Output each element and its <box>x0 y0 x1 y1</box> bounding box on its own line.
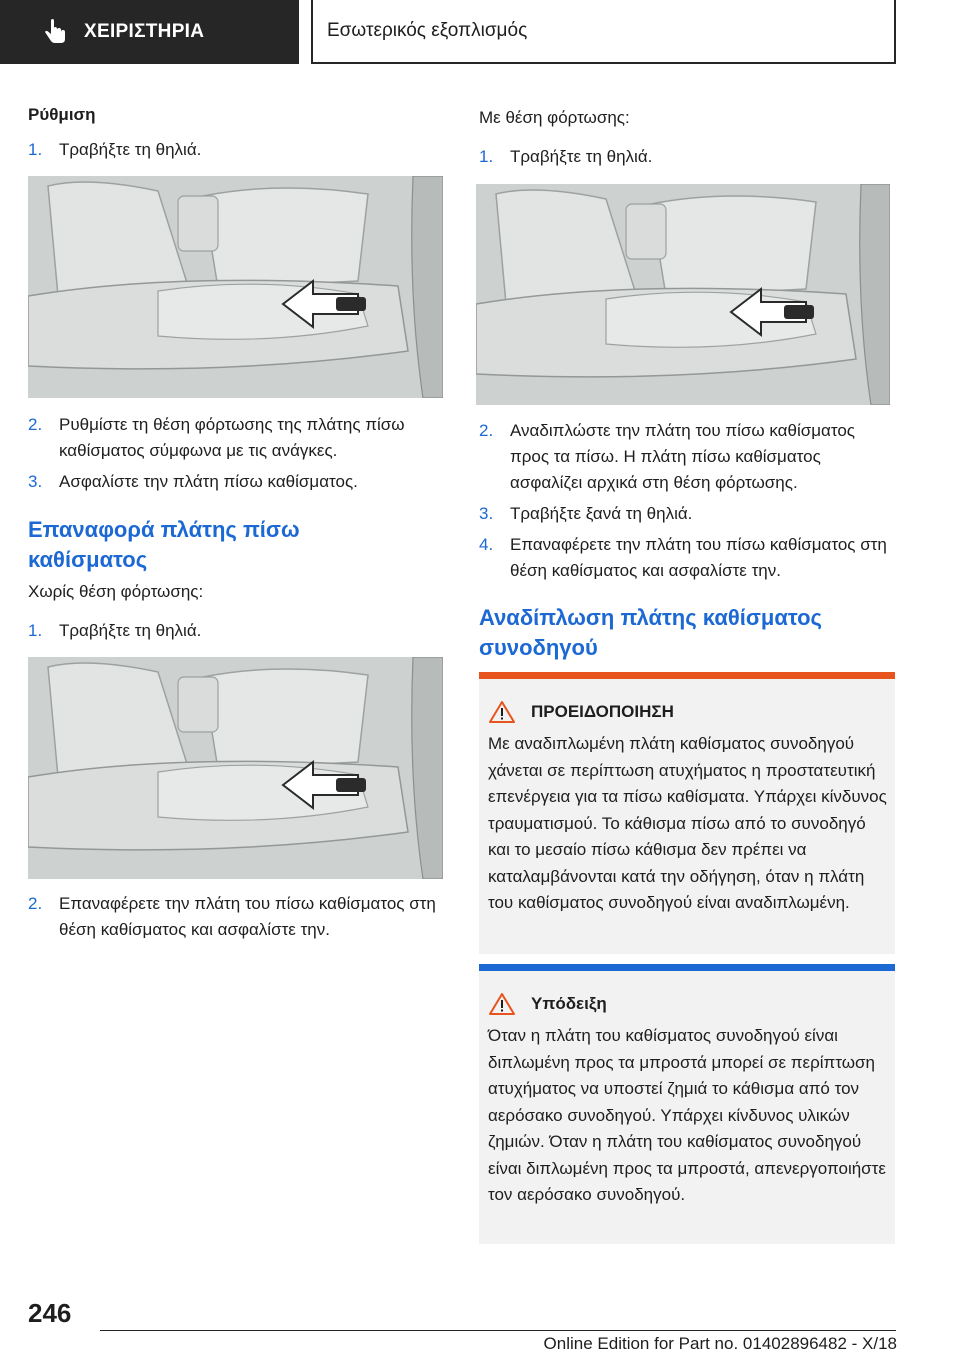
step-number: 2. <box>28 415 43 434</box>
list-item <box>28 891 445 943</box>
seat-illustration <box>28 657 443 879</box>
footer-edition-link[interactable]: Online Edition for Part no. 01402896482 - X/18 <box>543 1334 897 1353</box>
step-text: Τραβήξτε τη θηλιά. <box>59 140 202 159</box>
list-item <box>479 144 897 170</box>
hint-color-bar <box>479 964 895 971</box>
step-number: 2. <box>479 421 494 440</box>
header-section-box <box>311 0 896 64</box>
hint-body: Όταν η πλάτη του καθίσματος συνοδηγού είναι διπλωμένη προς τα μπροστά μπορεί σε περίπτωση ατυχήματος να υποστεί ζημιά το κάθισμα από τον αερόσακο συνοδηγού. Υπάρχει κίνδυνος υλικών ζημιών. Όταν η πλάτη του καθίσματος συνοδηγού είναι διπλωμένη προς τα μπροστά, απενεργοποιήστε τον αερόσακο συνοδηγού. <box>488 1026 886 1204</box>
rear-seat-photo <box>28 176 443 398</box>
warning-color-bar <box>479 672 895 679</box>
list-item <box>28 137 445 163</box>
warning-triangle-icon <box>489 992 515 1016</box>
step-number: 2. <box>28 894 43 913</box>
list-item <box>479 501 897 527</box>
intro-with-loading: Με θέση φόρτωσης: <box>479 108 630 127</box>
warning-notice <box>479 672 895 954</box>
step-number: 4. <box>479 535 494 554</box>
list-item <box>28 412 445 464</box>
intro-without-loading: Χωρίς θέση φόρτωσης: <box>28 582 204 601</box>
step-text: Ασφαλίστε την πλάτη πίσω καθίσματος. <box>59 472 358 491</box>
seat-illustration <box>28 176 443 398</box>
step-text: Τραβήξτε ξανά τη θηλιά. <box>510 504 693 523</box>
seat-illustration <box>476 184 890 405</box>
rear-seat-photo <box>476 184 890 405</box>
warning-title <box>489 700 674 724</box>
step-text: Επαναφέρετε την πλάτη του πίσω καθίσματος στη θέση καθίσματος και ασφαλίστε την. <box>59 894 436 939</box>
footer-divider <box>100 1330 896 1331</box>
step-text: Τραβήξτε τη θηλιά. <box>510 147 653 166</box>
hint-notice <box>479 964 895 1244</box>
hint-title <box>489 992 607 1016</box>
warning-title-text: ΠΡΟΕΙΔΟΠΟΙΗΣΗ <box>531 702 674 721</box>
subheading-adjustment: Ρύθμιση <box>28 105 96 124</box>
step-number: 3. <box>479 504 494 523</box>
list-item <box>479 532 897 584</box>
step-number: 1. <box>28 621 43 640</box>
list-item <box>479 418 897 496</box>
list-item <box>28 618 445 644</box>
manual-section-label: ΧΕΙΡΙΣΤΗΡΙΑ <box>84 21 205 42</box>
warning-body: Με αναδιπλωμένη πλάτη καθίσματος συνοδηγού χάνεται σε περίπτωση ατυχήματος η προστατευτική επενέργεια για τα πίσω καθίσματα. Υπάρχει κίνδυνος τραυματισμού. Το κάθισμα πίσω από το συνοδηγό και το μεσαίο πίσω κάθισμα δεν πρέπει να καταλαμβάνονται κατά την οδήγηση, όταν η πλάτη του καθίσματος συνοδηγού είναι αναδιπλωμένη. <box>488 734 887 912</box>
step-text: Ρυθμίστε τη θέση φόρτωσης της πλάτης πίσω καθίσματος σύμφωνα με τις ανάγκες. <box>59 415 405 460</box>
header-manual-tab[interactable] <box>0 0 299 64</box>
hint-title-text: Υπόδειξη <box>531 994 607 1013</box>
section-title: Εσωτερικός εξοπλισμός <box>327 20 528 41</box>
page-number: 246 <box>28 1298 72 1328</box>
step-text: Επαναφέρετε την πλάτη του πίσω καθίσματος στη θέση καθίσματος και ασφαλίστε την. <box>510 535 887 580</box>
warning-triangle-icon <box>489 700 515 724</box>
step-number: 3. <box>28 472 43 491</box>
hand-pointer-icon <box>38 15 72 49</box>
step-text: Τραβήξτε τη θηλιά. <box>59 621 202 640</box>
step-text: Αναδιπλώστε την πλάτη του πίσω καθίσματος προς τα πίσω. Η πλάτη πίσω καθίσματος ασφαλίζει αρχικά στη θέση φόρτωσης. <box>510 421 855 492</box>
section-heading-fold-passenger-backrest: Αναδίπλωση πλάτης καθίσματος συνοδηγού <box>479 605 822 660</box>
rear-seat-photo <box>28 657 443 879</box>
step-number: 1. <box>479 147 494 166</box>
section-heading-restore-backrest: Επαναφορά πλάτης πίσω καθίσματος <box>28 517 300 572</box>
list-item <box>28 469 445 495</box>
step-number: 1. <box>28 140 43 159</box>
